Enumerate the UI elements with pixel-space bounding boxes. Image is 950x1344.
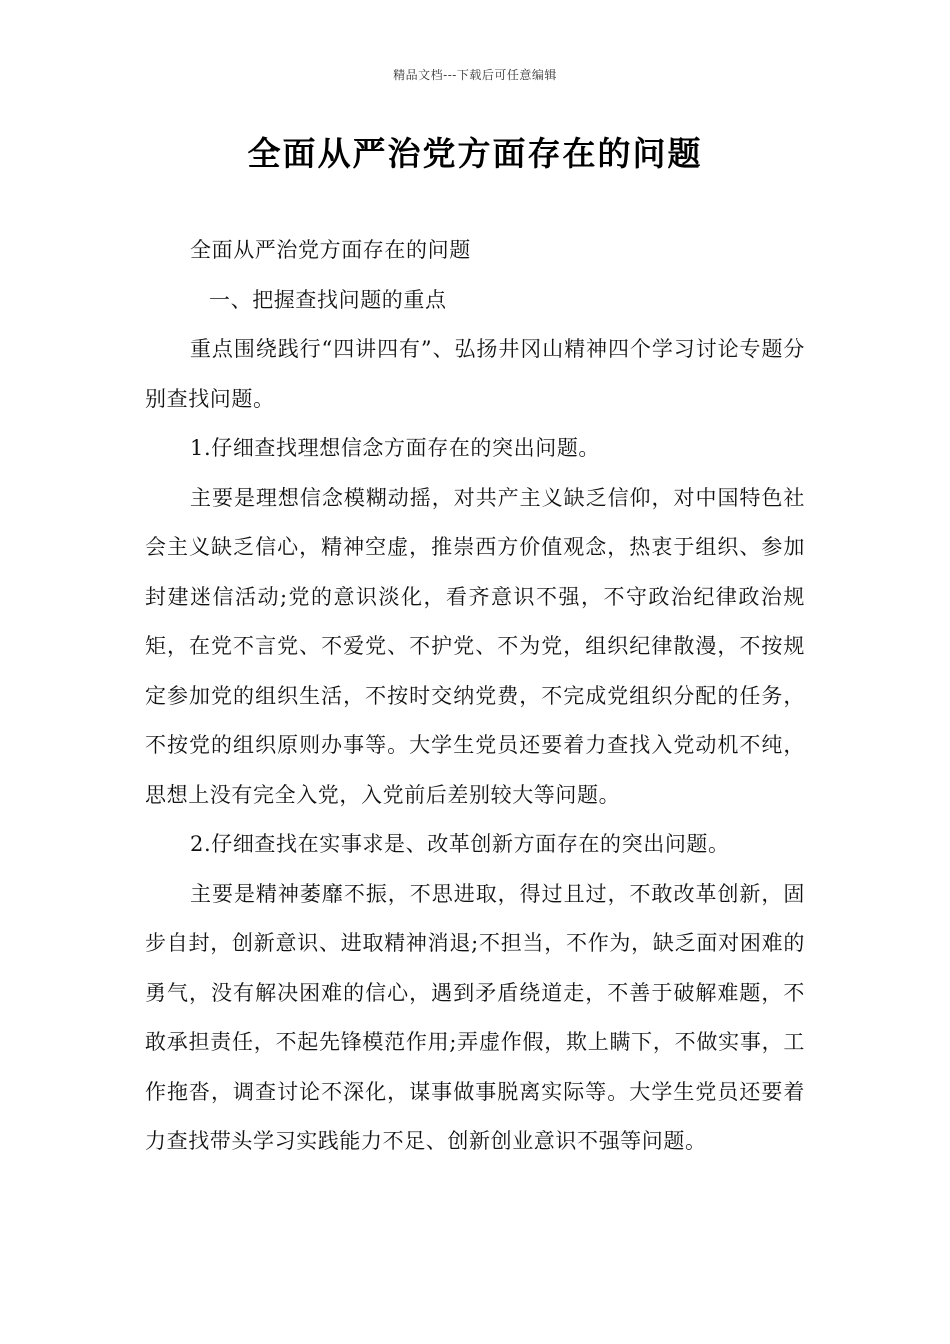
item-heading-2: 2.仔细查找在实事求是、改革创新方面存在的突出问题。 [190, 832, 730, 856]
section-heading: 一、把握查找问题的重点 [209, 287, 447, 312]
paragraph: 重点围绕践行“四讲四有”、弘扬井冈山精神四个学习讨论专题分别查找问题。 [145, 337, 805, 411]
paragraph: 主要是理想信念模糊动摇，对共产主义缺乏信仰，对中国特色社会主义缺乏信心，精神空虚，推崇西方价值观念，热衷于组织、参加封建迷信活动;党的意识淡化，看齐意识不强，不守政治纪律政治规矩，在党不言党、不爱党、不护党、不为党，组织纪律散漫，不按规定参加党的组织生活，不按时交纳党费，不完成党组织分配的任务，不按党的组织原则办事等。大学生党员还要着力查找入党动机不纯，思想上没有完全入党，入党前后差别较大等问题。 [145, 485, 805, 807]
document-title: 全面从严治党方面存在的问题 [247, 134, 703, 173]
document-body [145, 226, 805, 1167]
paragraph: 主要是精神萎靡不振，不思进取，得过且过，不敢改革创新，固步自封，创新意识、进取精神消退;不担当，不作为，缺乏面对困难的勇气，没有解决困难的信心，遇到矛盾绕道走，不善于破解难题，不敢承担责任，不起先锋模范作用;弄虚作假，欺上瞒下，不做实事，工作拖沓，调查讨论不深化，谋事做事脱离实际等。大学生党员还要着力查找带头学习实践能力不足、创新创业意识不强等问题。 [145, 881, 805, 1153]
item-heading-1: 1.仔细查找理想信念方面存在的突出问题。 [190, 436, 601, 460]
header-note: 精品文档---下载后可任意编辑 [393, 68, 557, 82]
paragraph-subtitle: 全面从严治党方面存在的问题 [190, 238, 471, 262]
